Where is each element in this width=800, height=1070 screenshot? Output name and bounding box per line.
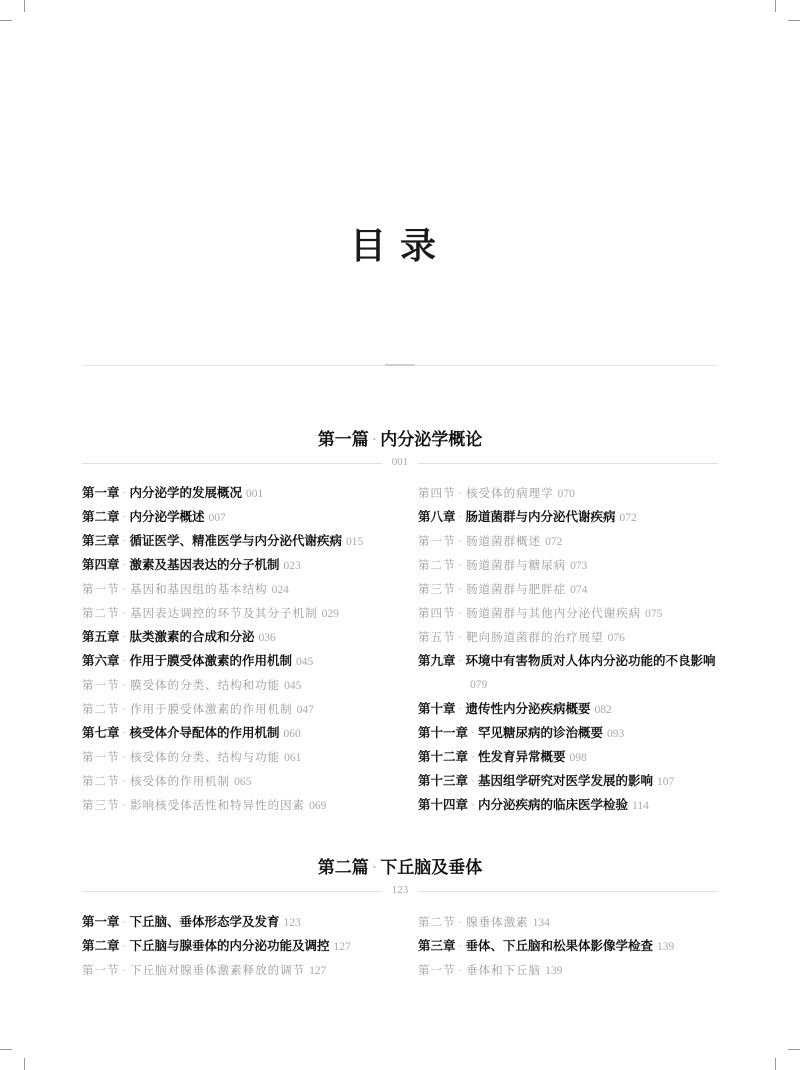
separator-dot: · xyxy=(458,938,463,953)
toc-section-entry[interactable] xyxy=(418,529,738,553)
toc-chapter-entry[interactable] xyxy=(82,625,402,649)
entry-title: 基因组学研究对医学发展的影响 xyxy=(478,773,654,788)
entry-title: 内分泌学的发展概况 xyxy=(129,485,243,500)
toc-section-entry[interactable] xyxy=(418,481,738,505)
entry-page-number: 076 xyxy=(607,632,625,644)
entry-page-number: 074 xyxy=(570,584,588,596)
entry-number: 第二节 xyxy=(82,774,120,788)
separator-dot: · xyxy=(458,915,464,929)
entry-page-number: 072 xyxy=(619,512,637,524)
toc-chapter-entry[interactable] xyxy=(82,553,402,577)
entry-page-number: 072 xyxy=(545,536,563,548)
entry-title: 肠道菌群与糖尿病 xyxy=(466,558,567,572)
entry-title: 肽类激素的合成和分泌 xyxy=(129,629,255,644)
crop-mark xyxy=(775,0,776,12)
entry-title: 下丘脑与腺垂体的内分泌功能及调控 xyxy=(129,938,330,953)
entry-title: 作用于膜受体激素的作用机制 xyxy=(129,653,293,668)
toc-column-left xyxy=(82,910,402,982)
separator-dot: · xyxy=(122,938,127,953)
entry-number: 第一节 xyxy=(418,963,456,977)
crop-mark xyxy=(775,1058,776,1070)
part-page-number: 123 xyxy=(391,884,409,896)
entry-number: 第三章 xyxy=(418,938,456,953)
crop-mark xyxy=(0,20,12,21)
toc-chapter-entry[interactable] xyxy=(82,721,402,745)
entry-title: 影响核受体活性和特异性的因素 xyxy=(130,798,306,812)
part-name: 下丘脑及垂体 xyxy=(380,858,483,878)
entry-number: 第三节 xyxy=(418,582,456,596)
toc-section-entry[interactable] xyxy=(418,910,738,934)
entry-number: 第八章 xyxy=(418,509,456,524)
toc-chapter-entry[interactable] xyxy=(418,649,738,673)
entry-page-number: 073 xyxy=(570,560,588,572)
entry-title: 肠道菌群与其他内分泌代谢疾病 xyxy=(466,606,642,620)
entry-page-number: 061 xyxy=(284,752,302,764)
entry-title: 基因和基因组的基本结构 xyxy=(130,582,268,596)
entry-title: 循证医学、精准医学与内分泌代谢疾病 xyxy=(129,533,343,548)
entry-page-number: 123 xyxy=(283,917,301,929)
entry-number: 第十二章 xyxy=(418,749,469,764)
toc-chapter-entry[interactable] xyxy=(82,649,402,673)
crop-mark xyxy=(0,1049,12,1050)
toc-chapter-entry[interactable] xyxy=(82,505,402,529)
entry-page-number: 001 xyxy=(246,488,264,500)
part-label: 第二篇 xyxy=(317,858,369,878)
entry-page-number: 075 xyxy=(645,608,663,620)
separator-dot: · xyxy=(122,557,127,572)
toc-section-entry[interactable] xyxy=(82,697,402,721)
entry-page-number: 045 xyxy=(284,680,302,692)
entry-number: 第十一章 xyxy=(418,725,469,740)
toc-column-left xyxy=(82,481,402,817)
part-title[interactable] xyxy=(0,853,800,878)
separator-dot: · xyxy=(458,701,463,716)
entry-number: 第二章 xyxy=(82,509,120,524)
toc-chapter-entry[interactable] xyxy=(418,721,738,745)
toc-section-entry[interactable] xyxy=(418,577,738,601)
toc-entry-continuation[interactable] xyxy=(418,673,738,697)
entry-title: 性发育异常概要 xyxy=(478,749,566,764)
entry-page-number: 036 xyxy=(258,632,276,644)
separator-dot: · xyxy=(122,725,127,740)
entry-title: 罕见糖尿病的诊治概要 xyxy=(478,725,604,740)
separator-dot: · xyxy=(122,774,128,788)
title-divider-mark xyxy=(385,364,415,366)
separator-dot: · xyxy=(122,702,128,716)
separator-dot: · xyxy=(471,725,475,740)
toc-chapter-entry[interactable] xyxy=(82,910,402,934)
entry-number: 第二节 xyxy=(418,915,456,929)
separator-dot: · xyxy=(371,858,378,878)
toc-section-entry[interactable] xyxy=(418,958,738,982)
separator-dot: · xyxy=(122,629,127,644)
separator-dot: · xyxy=(122,509,127,524)
entry-page-number: 070 xyxy=(557,488,575,500)
part-page-number: 001 xyxy=(391,456,409,468)
entry-number: 第九章 xyxy=(418,653,456,668)
toc-section-entry[interactable] xyxy=(82,601,402,625)
separator-dot: · xyxy=(122,798,128,812)
entry-page-number: 023 xyxy=(283,560,301,572)
entry-title: 靶向肠道菌群的治疗展望 xyxy=(466,630,604,644)
entry-number: 第五节 xyxy=(418,630,456,644)
separator-dot: · xyxy=(471,797,475,812)
entry-number: 第一节 xyxy=(82,963,120,977)
entry-number: 第五章 xyxy=(82,629,120,644)
entry-number: 第二节 xyxy=(82,606,120,620)
entry-number: 第十三章 xyxy=(418,773,469,788)
entry-number: 第十章 xyxy=(418,701,456,716)
separator-dot: · xyxy=(458,534,464,548)
toc-chapter-entry[interactable] xyxy=(418,745,738,769)
separator-dot: · xyxy=(458,630,464,644)
entry-number: 第四节 xyxy=(418,486,456,500)
entry-page-number: 127 xyxy=(309,965,327,977)
entry-number: 第四节 xyxy=(418,606,456,620)
entry-page-number: 007 xyxy=(208,512,226,524)
separator-dot: · xyxy=(458,509,463,524)
toc-chapter-entry[interactable] xyxy=(82,481,402,505)
toc-chapter-entry[interactable] xyxy=(418,505,738,529)
separator-dot: · xyxy=(122,678,128,692)
entry-title: 肠道菌群与内分泌代谢疾病 xyxy=(465,509,616,524)
entry-number: 第三节 xyxy=(82,798,120,812)
entry-number: 第二章 xyxy=(82,938,120,953)
entry-title: 膜受体的分类、结构和功能 xyxy=(130,678,281,692)
entry-page-number: 047 xyxy=(296,704,314,716)
entry-title: 垂体和下丘脑 xyxy=(466,963,542,977)
entry-page-number: 079 xyxy=(470,679,488,691)
toc-section-entry[interactable] xyxy=(418,553,738,577)
part-name: 内分泌学概论 xyxy=(380,430,483,450)
separator-dot: · xyxy=(458,653,463,668)
entry-title: 核受体的病理学 xyxy=(466,486,554,500)
entry-title: 腺垂体激素 xyxy=(466,915,529,929)
entry-page-number: 139 xyxy=(657,941,675,953)
crop-mark xyxy=(788,1049,800,1050)
entry-title: 环境中有害物质对人体内分泌功能的不良影响 xyxy=(465,653,716,668)
toc-section-entry[interactable] xyxy=(82,577,402,601)
separator-dot: · xyxy=(458,582,464,596)
entry-page-number: 098 xyxy=(569,752,587,764)
separator-dot: · xyxy=(458,486,464,500)
separator-dot: · xyxy=(122,750,128,764)
toc-section-entry[interactable] xyxy=(418,625,738,649)
entry-number: 第七章 xyxy=(82,725,120,740)
separator-dot: · xyxy=(122,914,127,929)
part-heading xyxy=(0,853,800,898)
crop-mark xyxy=(24,0,25,12)
toc-chapter-entry[interactable] xyxy=(82,529,402,553)
toc-chapter-entry[interactable] xyxy=(418,793,738,817)
entry-title: 核受体介导配体的作用机制 xyxy=(129,725,280,740)
entry-title: 下丘脑、垂体形态学及发育 xyxy=(129,914,280,929)
toc-section-entry[interactable] xyxy=(82,769,402,793)
crop-mark xyxy=(788,20,800,21)
entry-title: 核受体的分类、结构与功能 xyxy=(130,750,281,764)
entry-page-number: 134 xyxy=(532,917,550,929)
part-title[interactable] xyxy=(0,425,800,450)
entry-title: 内分泌疾病的临床医学检验 xyxy=(478,797,629,812)
separator-dot: · xyxy=(122,653,127,668)
entry-title: 激素及基因表达的分子机制 xyxy=(129,557,280,572)
entry-page-number: 015 xyxy=(346,536,364,548)
entry-title: 遗传性内分泌疾病概要 xyxy=(465,701,591,716)
entry-number: 第二节 xyxy=(418,558,456,572)
entry-page-number: 069 xyxy=(309,800,327,812)
entry-page-number: 029 xyxy=(321,608,339,620)
page-title: 目录 xyxy=(349,225,450,267)
entry-number: 第二节 xyxy=(82,702,120,716)
crop-mark xyxy=(24,1058,25,1070)
entry-page-number: 139 xyxy=(545,965,563,977)
toc-chapter-entry[interactable] xyxy=(418,697,738,721)
entry-page-number: 060 xyxy=(283,728,301,740)
separator-dot: · xyxy=(122,606,128,620)
entry-title: 垂体、下丘脑和松果体影像学检查 xyxy=(465,938,654,953)
entry-number: 第一章 xyxy=(82,914,120,929)
entry-title: 肠道菌群概述 xyxy=(466,534,542,548)
entry-number: 第一节 xyxy=(82,678,120,692)
entry-title: 下丘脑对腺垂体激素释放的调节 xyxy=(130,963,306,977)
entry-number: 第一节 xyxy=(418,534,456,548)
toc-section-entry[interactable] xyxy=(82,745,402,769)
separator-dot: · xyxy=(471,749,475,764)
separator-dot: · xyxy=(458,963,464,977)
separator-dot: · xyxy=(122,582,128,596)
toc-section-entry[interactable] xyxy=(82,793,402,817)
separator-dot: · xyxy=(471,773,475,788)
toc-section-entry[interactable] xyxy=(82,958,402,982)
entry-page-number: 065 xyxy=(234,776,252,788)
separator-dot: · xyxy=(122,485,127,500)
entry-number: 第一章 xyxy=(82,485,120,500)
separator-dot: · xyxy=(122,963,128,977)
entry-page-number: 093 xyxy=(607,728,625,740)
toc-chapter-entry[interactable] xyxy=(418,769,738,793)
entry-title: 核受体的作用机制 xyxy=(130,774,231,788)
entry-page-number: 082 xyxy=(594,704,612,716)
entry-page-number: 127 xyxy=(333,941,351,953)
entry-number: 第一节 xyxy=(82,750,120,764)
entry-title: 肠道菌群与肥胖症 xyxy=(466,582,567,596)
entry-title: 基因表达调控的环节及其分子机制 xyxy=(130,606,318,620)
entry-number: 第一节 xyxy=(82,582,120,596)
separator-dot: · xyxy=(458,606,464,620)
entry-page-number: 114 xyxy=(632,800,649,812)
entry-title: 内分泌学概述 xyxy=(129,509,205,524)
toc-section-entry[interactable] xyxy=(82,673,402,697)
toc-chapter-entry[interactable] xyxy=(82,934,402,958)
entry-page-number: 045 xyxy=(296,656,314,668)
entry-number: 第十四章 xyxy=(418,797,469,812)
separator-dot: · xyxy=(122,533,127,548)
toc-chapter-entry[interactable] xyxy=(418,934,738,958)
entry-title: 作用于膜受体激素的作用机制 xyxy=(130,702,293,716)
part-label: 第一篇 xyxy=(317,430,369,450)
entry-number: 第三章 xyxy=(82,533,120,548)
entry-page-number: 107 xyxy=(657,776,675,788)
entry-page-number: 024 xyxy=(271,584,289,596)
entry-number: 第六章 xyxy=(82,653,120,668)
toc-section-entry[interactable] xyxy=(418,601,738,625)
part-heading xyxy=(0,425,800,470)
separator-dot: · xyxy=(458,558,464,572)
separator-dot: · xyxy=(371,430,378,450)
entry-number: 第四章 xyxy=(82,557,120,572)
toc-column-right xyxy=(418,481,738,817)
toc-column-right xyxy=(418,910,738,982)
